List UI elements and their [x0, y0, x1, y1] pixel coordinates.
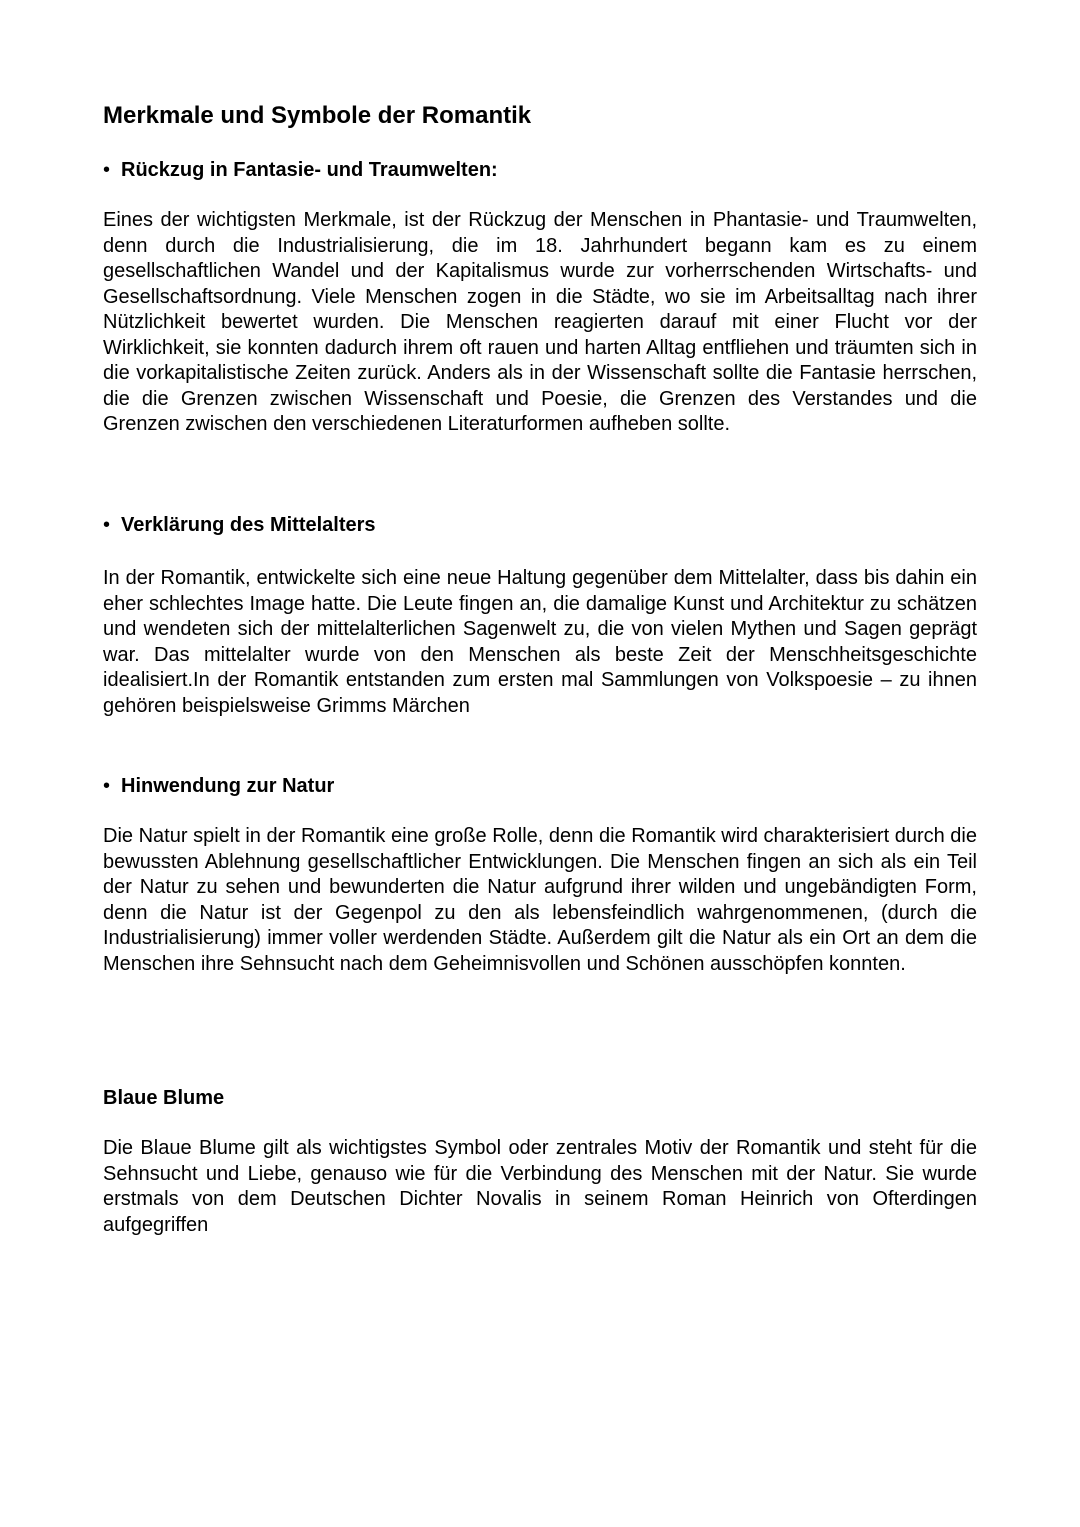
bullet-icon: • [103, 775, 111, 797]
section-heading-mittelalter [103, 512, 376, 538]
section-paragraph-mittelalter: In der Romantik, entwickelte sich eine neue Haltung gegenüber dem Mittelalter, dass bis dahin ein eher schlechtes Image hatte. Die Leute fingen an, die damalige Kunst und Architektur zu schätzen und wendeten sich der mittelalterlichen Sagenwelt zu, die von vielen Mythen und Sagen geprägt war. Das mittelalter wurde von den Menschen als beste Zeit der Menschheitsgeschichte idealisiert.In der Romantik entstanden zum ersten mal Sammlungen von Volkspoesie – zu ihnen gehören beispielsweise Grimms Märchen [103, 567, 977, 717]
section-paragraph-rueckzug: Eines der wichtigsten Merkmale, ist der Rückzug der Menschen in Phantasie- und Traumwelten, denn durch die Industrialisierung, die im 18. Jahrhundert begann kam es zu einem gesellschaftlichen Wandel und der Kapitalismus wurde zur vorherrschenden Wirtschafts- und Gesellschaftsordnung. Viele Menschen zogen in die Städte, wo sie im Arbeitsalltag nach ihrer Nützlichkeit bewertet wurden. Die Menschen reagierten darauf mit einer Flucht vor der Wirklichkeit, sie konnten dadurch ihrem oft rauen und harten Alltag entfliehen und träumten sich in die vorkapitalistische Zeiten zurück. Anders als in der Wissenschaft sollte die Fantasie herrschen, die die Grenzen zwischen Wissenschaft und Poesie, die Grenzen des Verstandes und die Grenzen zwischen den verschiedenen Literaturformen aufheben sollte. [103, 209, 977, 435]
page-title: Merkmale und Symbole der Romantik [103, 102, 532, 129]
section-heading-text: Hinwendung zur Natur [121, 775, 335, 797]
section-paragraph-blaue-blume: Die Blaue Blume gilt als wichtigstes Symbol oder zentrales Motiv der Romantik und steht für die Sehnsucht und Liebe, genauso wie für die Verbindung des Menschen mit der Natur. Sie wurde erstmals von dem Deutschen Dichter Novalis in seinem Roman Heinrich von Ofterdingen aufgegriffen [103, 1137, 977, 1236]
section-heading-rueckzug [103, 157, 498, 183]
section-heading-blaue-blume: Blaue Blume [103, 1087, 225, 1109]
section-heading-text: Verklärung des Mittelalters [121, 514, 376, 536]
bullet-icon: • [103, 514, 111, 536]
section-heading-text: Rückzug in Fantasie- und Traumwelten: [121, 159, 498, 181]
section-heading-natur [103, 773, 334, 799]
bullet-icon: • [103, 159, 111, 181]
section-paragraph-natur: Die Natur spielt in der Romantik eine große Rolle, denn die Romantik wird charakterisiert durch die bewussten Ablehnung gesellschaftlicher Entwicklungen. Die Menschen fingen an sich als ein Teil der Natur zu sehen und bewunderten die Natur aufgrund ihrer wilden und ungebändigten Form, denn die Natur ist der Gegenpol zu den als lebensfeindlich wahrgenommenen, (durch die Industrialisierung) immer voller werdenden Städte. Außerdem gilt die Natur als ein Ort an dem die Menschen ihre Sehnsucht nach dem Geheimnisvollen und Schönen ausschöpfen konnten. [103, 825, 977, 975]
